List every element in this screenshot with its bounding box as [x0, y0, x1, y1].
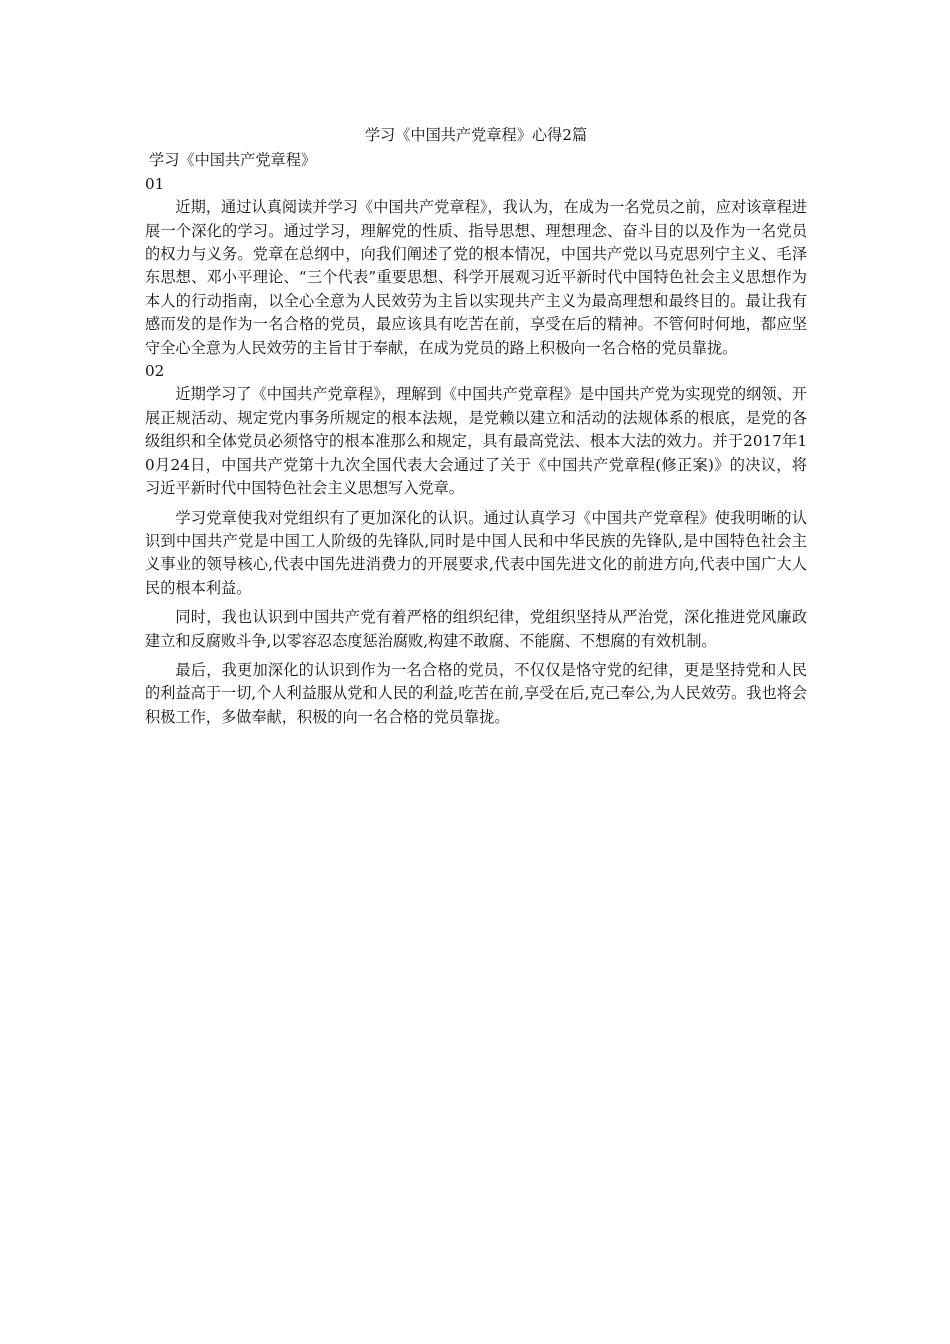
section-02: [145, 360, 807, 729]
paragraph: 近期，通过认真阅读并学习《中国共产党章程》，我认为，在成为一名党员之前，应对该章程进展一个深化的学习。通过学习，理解党的性质、指导思想、理想理念、奋斗目的以及作为一名党员的权力与义务。党章在总纲中，向我们阐述了党的根本情况，中国共产党以马克思列宁主义、毛泽东思想、邓小平理论、“三个代表”重要思想、科学开展观习近平新时代中国特色社会主义思想作为本人的行动指南，以全心全意为人民效劳为主旨以实现共产主义为最高理想和最终目的。最让我有感而发的是作为一名合格的党员，最应该具有吃苦在前，享受在后的精神。不管何时何地，都应坚守全心全意为人民效劳的主旨甘于奉献，在成为党员的路上积极向一名合格的党员靠拢。: [145, 198, 807, 357]
paragraph: 近期学习了《中国共产党章程》，理解到《中国共产党章程》是中国共产党为实现党的纲领、开展正规活动、规定党内事务所规定的根本法规，是党赖以建立和活动的法规体系的根底，是党的各级组织和全体党员必须恪守的根本准那么和规定，具有最高党法、根本大法的效力。并于2017年10月24日，中国共产党第十九次全国代表大会通过了关于《中国共产党章程(修正案)》的决议，将习近平新时代中国特色社会主义思想写入党章。: [145, 385, 807, 498]
document-title: 学习《中国共产党章程》心得2篇: [364, 126, 588, 144]
section-number: 02: [145, 362, 165, 381]
paragraph: 同时，我也认识到中国共产党有着严格的组织纪律，党组织坚持从严治党，深化推进党风廉政建立和反腐败斗争,以零容忍态度惩治腐败,构建不敢腐、不能腐、不想腐的有效机制。: [145, 608, 807, 650]
paragraph: 学习党章使我对党组织有了更加深化的认识。通过认真学习《中国共产党章程》使我明晰的认识到中国共产党是中国工人阶级的先锋队,同时是中国人民和中华民族的先锋队,是中国特色社会主义事业的领导核心,代表中国先进消费力的开展要求,代表中国先进文化的前进方向,代表中国广大人民的根本利益。: [145, 508, 807, 597]
document-subtitle: 学习《中国共产党章程》: [149, 151, 317, 170]
section-01: [145, 173, 807, 360]
paragraph: 最后，我更加深化的认识到作为一名合格的党员，不仅仅是恪守党的纪律，更是坚持党和人民的利益高于一切,个人利益服从党和人民的利益,吃苦在前,享受在后,克己奉公,为人民效劳。我也将会积极工作，多做奉献，积极的向一名合格的党员靠拢。: [145, 660, 808, 726]
section-number: 01: [145, 174, 165, 193]
document-page: [145, 124, 807, 729]
